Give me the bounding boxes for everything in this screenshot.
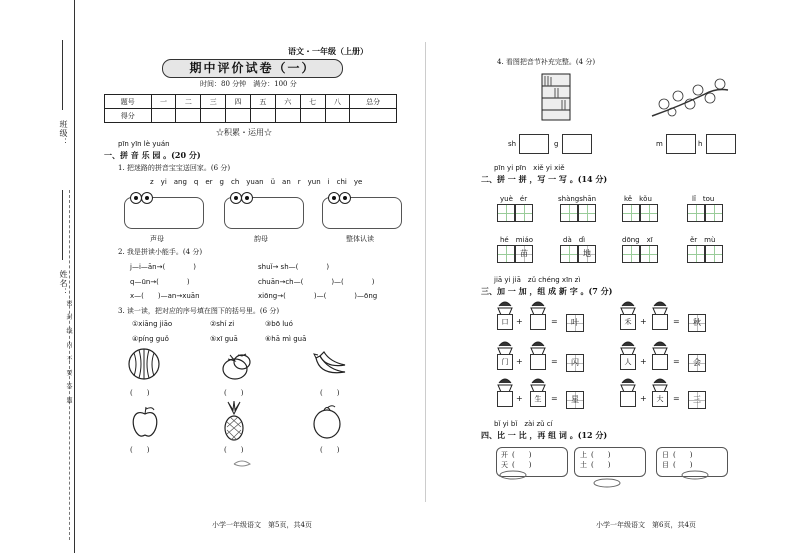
answer-paren[interactable]: ( ) <box>512 451 532 459</box>
addend-box[interactable] <box>652 314 668 330</box>
compare-char: 开 <box>501 451 508 459</box>
writing-cell[interactable] <box>515 204 533 222</box>
eye-icon <box>241 192 253 204</box>
lily-pad-icon <box>498 470 528 480</box>
answer-paren[interactable]: ( ) <box>673 451 693 459</box>
label-initials: 声母 <box>150 235 164 243</box>
question-1: 1. 把迷路的拼音宝宝送回家。(6 分) <box>118 164 231 172</box>
page-divider <box>425 42 426 502</box>
writing-cell[interactable] <box>705 245 723 263</box>
score-cell[interactable] <box>325 109 350 123</box>
plus-sign: + <box>516 394 523 403</box>
score-cell[interactable] <box>151 109 176 123</box>
result-char: 秋 <box>688 314 706 332</box>
q4-prefix-m: m <box>656 140 663 148</box>
question-4: 4. 看图把音节补充完整。(4 分) <box>497 58 596 66</box>
addend-box[interactable] <box>530 314 546 330</box>
banana-icon <box>312 348 348 380</box>
answer-paren[interactable]: ( ) <box>673 461 693 469</box>
lily-pad-icon <box>592 478 622 488</box>
writing-cell[interactable] <box>687 204 705 222</box>
section1-title: 一、拼 音 乐 园 。(20 分) <box>104 150 201 160</box>
writing-cell[interactable] <box>687 245 705 263</box>
writing-cell[interactable] <box>560 245 578 263</box>
right-footer: 小学一年级语文 第6页，共4页 <box>596 521 696 529</box>
apple-icon <box>128 404 162 440</box>
answer-paren[interactable]: ( ) <box>224 389 244 397</box>
table-cell: 二 <box>176 95 201 109</box>
plus-sign: + <box>640 394 647 403</box>
score-cell[interactable] <box>226 109 251 123</box>
q3-option: ①xiāng jiāo <box>132 320 173 328</box>
question-2: 2. 我是拼读小能手。(4 分) <box>118 248 203 256</box>
q1-letters: z yi ang q er g ch yuan ü an r yun i chi ye <box>150 178 363 186</box>
word-pinyin: lǐ tou <box>692 195 715 203</box>
section3-title: 三、加 一 加 ，组 成 新 字 。(7 分) <box>481 286 613 296</box>
exam-title: 期中评价试卷（一） <box>162 59 343 78</box>
addend-box[interactable]: 大 <box>652 391 668 407</box>
q3-option: ⑥hā mì guā <box>265 335 307 343</box>
time-score: 时间：80 分钟 满分：100 分 <box>200 80 297 88</box>
writing-cell[interactable] <box>578 204 596 222</box>
name-blank <box>62 190 63 260</box>
result-char: 闪 <box>566 354 584 372</box>
given-char: 地 <box>578 245 596 263</box>
pineapple-icon <box>218 400 250 442</box>
compare-char: 上 <box>580 451 587 459</box>
addend-box[interactable] <box>497 391 513 407</box>
compare-char: 日 <box>662 451 669 459</box>
q2-line: j—i—ān→( ) <box>130 263 196 271</box>
score-table-header-row <box>105 95 397 109</box>
question-3: 3. 读一读，把对应的序号填在图下的括号里。(6 分) <box>118 307 280 315</box>
section-heading: ☆积累・运用☆ <box>216 128 272 137</box>
word-pinyin: hé miáo <box>500 236 534 244</box>
left-footer: 小学一年级语文 第5页，共4页 <box>212 521 312 529</box>
eye-icon <box>141 192 153 204</box>
table-cell: 六 <box>275 95 300 109</box>
section1-pinyin: pīn yīn lè yuán <box>118 140 170 148</box>
section2-pinyin: pīn yi pīn xiě yi xiě <box>494 164 565 172</box>
score-cell[interactable] <box>250 109 275 123</box>
equals-sign: = <box>551 394 558 403</box>
class-label: 班级： <box>59 120 68 147</box>
plum-blossom-icon <box>650 76 730 122</box>
score-cell[interactable] <box>176 109 201 123</box>
answer-paren[interactable]: ( ) <box>320 389 340 397</box>
word-pinyin: yuè ér <box>500 195 528 203</box>
label-whole: 整体认读 <box>346 235 374 243</box>
equals-sign: = <box>551 357 558 366</box>
section4-pinyin: bǐ yi bǐ zài zǔ cí <box>494 420 553 428</box>
q4-prefix-sh: sh <box>508 140 517 148</box>
section3-pinyin: jiā yi jiā zǔ chéng xīn zì <box>494 276 581 284</box>
addend-box[interactable]: 口 <box>497 314 513 330</box>
table-cell: 一 <box>151 95 176 109</box>
equals-sign: = <box>673 317 680 326</box>
binding-line <box>74 0 75 553</box>
label-finals: 韵母 <box>254 235 268 243</box>
addend-box[interactable] <box>652 354 668 370</box>
plus-sign: + <box>640 317 647 326</box>
subject-label: 语文・一年级（上册） <box>288 46 368 56</box>
watermelon-icon <box>126 347 162 381</box>
cantaloupe-icon <box>310 402 344 440</box>
plus-sign: + <box>516 357 523 366</box>
answer-paren[interactable]: ( ) <box>591 451 611 459</box>
writing-cell[interactable] <box>622 204 640 222</box>
equals-sign: = <box>673 394 680 403</box>
result-char: 三 <box>688 391 706 409</box>
q4-prefix-g: g <box>554 140 559 148</box>
table-cell: 七 <box>300 95 325 109</box>
addend-box[interactable]: 生 <box>530 391 546 407</box>
writing-cell[interactable] <box>497 204 515 222</box>
given-char: 苗 <box>515 245 533 263</box>
word-pinyin: kě kǒu <box>624 195 652 203</box>
plus-sign: + <box>516 317 523 326</box>
score-table-score-row <box>105 109 397 123</box>
answer-paren[interactable]: ( ) <box>320 446 340 454</box>
answer-paren[interactable]: ( ) <box>512 461 532 469</box>
bookshelf-icon <box>540 72 572 122</box>
table-cell: 得分 <box>105 109 152 123</box>
word-pinyin: shàngshān <box>558 195 597 203</box>
table-cell: 五 <box>250 95 275 109</box>
eye-icon <box>339 192 351 204</box>
answer-paren[interactable]: ( ) <box>130 389 150 397</box>
answer-paren[interactable]: ( ) <box>591 461 611 469</box>
word-pinyin: dà dì <box>563 236 586 244</box>
addend-box[interactable]: 人 <box>620 354 636 370</box>
q3-option: ②shí zi <box>210 320 235 328</box>
result-char: 叶 <box>566 314 584 332</box>
answer-paren[interactable]: ( ) <box>130 446 150 454</box>
q2-line: shuǐ→ sh—( ) <box>258 263 330 271</box>
word-pinyin: dōng xī <box>622 236 653 244</box>
name-label: 姓名： <box>59 270 68 297</box>
addend-box[interactable]: 门 <box>497 354 513 370</box>
score-cell[interactable] <box>350 109 397 123</box>
word-pinyin: ěr mù <box>690 236 716 244</box>
addend-box[interactable] <box>530 354 546 370</box>
table-cell: 八 <box>325 95 350 109</box>
equals-sign: = <box>551 317 558 326</box>
score-cell[interactable] <box>201 109 226 123</box>
addend-box[interactable] <box>620 391 636 407</box>
table-cell: 题号 <box>105 95 152 109</box>
q4-prefix-h: h <box>698 140 703 148</box>
section2-title: 二、拼 一 拼 ，写 一 写 。(14 分) <box>481 174 608 184</box>
writing-cell[interactable] <box>705 204 723 222</box>
answer-paren[interactable]: ( ) <box>224 446 244 454</box>
score-cell[interactable] <box>275 109 300 123</box>
q3-option: ④píng guǒ <box>132 335 169 343</box>
plus-sign: + <box>640 357 647 366</box>
writing-cell[interactable] <box>640 204 658 222</box>
section4-title: 四、比 一 比 ，再 组 词 。(12 分) <box>481 430 608 440</box>
lily-pad-icon <box>680 470 710 480</box>
q2-line: xiōng→( )—( )—ōng <box>258 292 378 300</box>
q2-line: x—( )—an→xuān <box>130 292 200 300</box>
compare-char: 目 <box>662 461 669 469</box>
fill-box[interactable] <box>706 134 736 154</box>
compare-char: 土 <box>580 461 587 469</box>
persimmon-icon <box>218 347 254 381</box>
compare-char: 天 <box>501 461 508 469</box>
addend-box[interactable]: 禾 <box>620 314 636 330</box>
decoration-icon <box>232 458 252 468</box>
equals-sign: = <box>673 357 680 366</box>
result-char: 会 <box>688 354 706 372</box>
q2-line: chuān→ch—( )—( ) <box>258 278 375 286</box>
q3-option: ③bō luó <box>265 320 293 328</box>
writing-cell[interactable] <box>640 245 658 263</box>
score-cell[interactable] <box>300 109 325 123</box>
table-cell: 总分 <box>350 95 397 109</box>
writing-cell[interactable] <box>560 204 578 222</box>
class-blank <box>62 40 63 110</box>
fill-box[interactable] <box>519 134 549 154</box>
fill-box[interactable] <box>666 134 696 154</box>
result-char: 星 <box>566 391 584 409</box>
table-cell: 三 <box>201 95 226 109</box>
score-table <box>104 94 397 123</box>
q2-line: q—ūn→( ) <box>130 278 190 286</box>
seal-text: 密 封 线 内 不 要 答 题 <box>65 300 72 407</box>
table-cell: 四 <box>226 95 251 109</box>
writing-cell[interactable] <box>622 245 640 263</box>
fill-box[interactable] <box>562 134 592 154</box>
q3-option: ⑤xī guā <box>210 335 238 343</box>
writing-cell[interactable] <box>497 245 515 263</box>
